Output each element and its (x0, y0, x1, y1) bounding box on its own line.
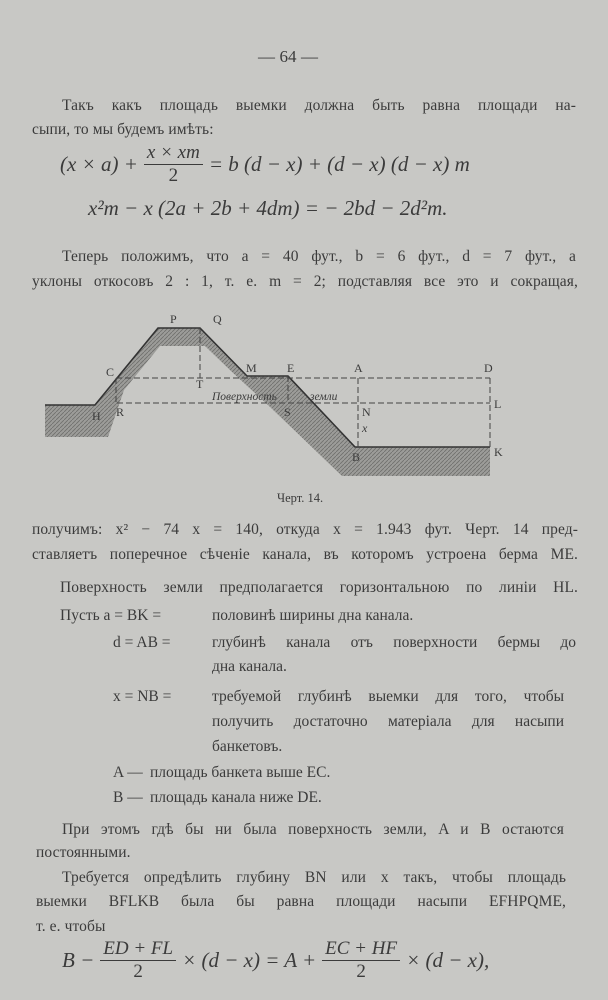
equation-3 (62, 938, 489, 983)
definition-rhs: площадь канала ниже DE. (150, 789, 322, 806)
point-label: S (284, 405, 291, 419)
eq1-right: = b (d − x) + (d − x) (d − x) m (208, 152, 470, 176)
eq3-fraction-1 (100, 938, 176, 983)
canal-cross-section-figure (0, 300, 608, 490)
point-label: C (106, 365, 115, 379)
paragraph-line: получимъ: x² − 74 x = 140, откуда x = 1.943 фут. Черт. 14 пред- (32, 521, 578, 538)
paragraph-line: Требуется опредѣлить глубину BN или x такъ, чтобы площадь (62, 869, 566, 886)
point-label: L (494, 397, 502, 411)
eq1-fraction (144, 142, 203, 187)
paragraph-line: сыпи, то мы будемъ имѣть: (32, 121, 214, 138)
point-label: N (362, 405, 371, 419)
page-number: — 64 — (258, 47, 319, 66)
paragraph-line: выемки BFLKB была бы равна площади насыпи EFHPQME, (36, 893, 566, 910)
equation-2 (88, 196, 448, 221)
definition-lhs: d = AB = (113, 634, 171, 651)
definition-lhs: A — (113, 764, 143, 781)
eq3-end: × (d − x), (406, 948, 490, 972)
eq2-text: x²m − x (2a + 2b + 4dm) = − 2bd − 2d²m. (88, 196, 448, 220)
definition-rhs: требуемой глубинѣ выемки для того, чтобы (212, 688, 564, 705)
definition-rhs: половинѣ ширины дна канала. (212, 607, 414, 624)
point-label: T (196, 377, 204, 391)
definition-rhs: банкетовъ. (212, 738, 283, 755)
definition-rhs: получить достаточно матеріала для насыпи (212, 713, 564, 730)
definition-lhs: Пусть a = BK = (60, 607, 162, 624)
definition-rhs: дна канала. (212, 658, 287, 675)
point-label: K (494, 445, 503, 459)
eq3-lhs: B − (62, 948, 95, 972)
surface-label: Поверхность (212, 391, 277, 403)
point-label: M (246, 361, 257, 375)
paragraph-line: ставляетъ поперечное сѣченіе канала, въ которомъ устроена берма ME. (32, 546, 578, 563)
definition-rhs: площадь банкета выше EC. (150, 764, 331, 781)
eq3-numerator-2: EC + HF (322, 938, 400, 961)
eq3-denominator-1: 2 (133, 961, 143, 982)
definition-lhs: x = NB = (113, 688, 172, 705)
point-label: R (116, 405, 125, 419)
paragraph-line: т. е. чтобы (36, 918, 106, 935)
paragraph-line: Теперь положимъ, что a = 40 фут., b = 6 фут., d = 7 фут., а (62, 248, 576, 265)
paragraph-line: Такъ какъ площадь выемки должна быть равна площади на- (62, 97, 576, 114)
point-label: P (170, 312, 177, 326)
point-label: A (354, 361, 363, 375)
eq3-fraction-2 (322, 938, 400, 983)
equation-1 (60, 142, 470, 187)
point-label: B (352, 450, 361, 464)
paragraph-line: При этомъ гдѣ бы ни была поверхность земли, A и B остаются (62, 821, 564, 838)
eq3-denominator-2: 2 (356, 961, 366, 982)
paragraph-line: уклоны откосовъ 2 : 1, т. е. m = 2; подставляя все это и сокращая, (32, 273, 578, 290)
point-label: H (92, 409, 101, 423)
figure-caption: Черт. 14. (277, 491, 324, 505)
point-label: x (362, 421, 368, 435)
point-label: D (484, 361, 493, 375)
definition-lhs: B — (113, 789, 143, 806)
eq3-numerator-1: ED + FL (100, 938, 176, 961)
eq1-left: (x × a) + (60, 152, 138, 176)
point-label: Q (213, 312, 222, 326)
eq1-numerator: x × xm (144, 142, 203, 165)
point-label: E (287, 361, 295, 375)
definition-rhs: глубинѣ канала отъ поверхности бермы до (212, 634, 576, 651)
eq3-middle: × (d − x) = A + (182, 948, 317, 972)
surface-label: земли (310, 391, 338, 403)
paragraph-line: Поверхность земли предполагается горизонтальною по линіи HL. (60, 579, 578, 596)
paragraph-line: постоянными. (36, 844, 131, 861)
eq1-denominator: 2 (168, 165, 179, 186)
